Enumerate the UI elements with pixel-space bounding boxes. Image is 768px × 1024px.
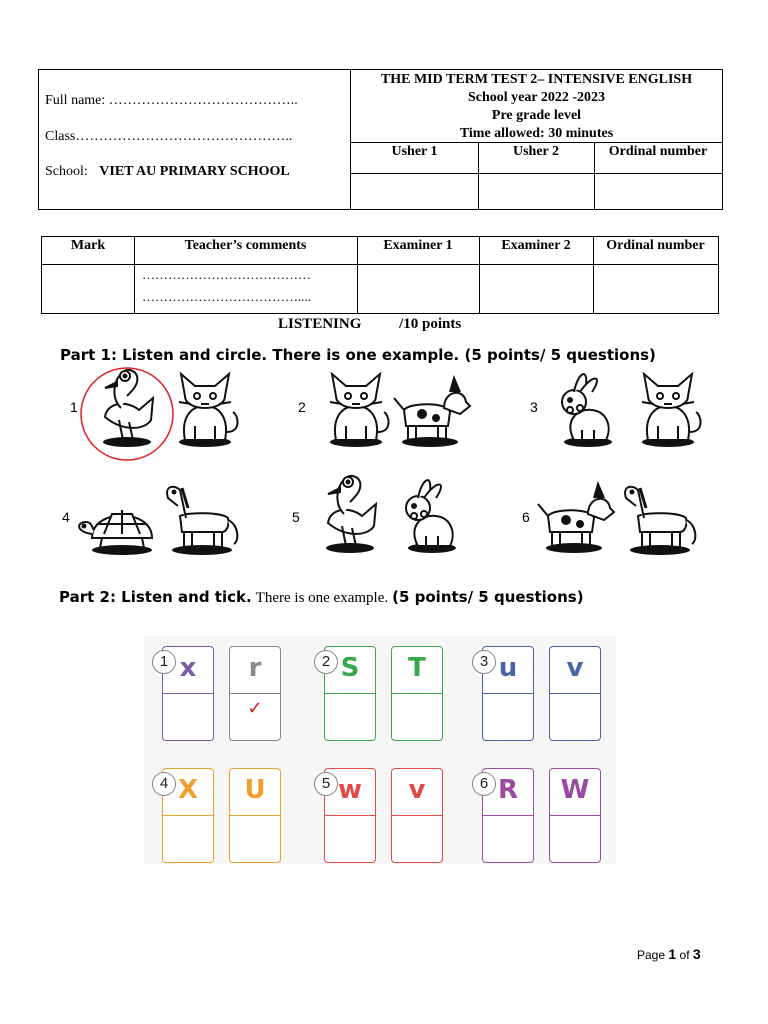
tick-box[interactable] xyxy=(550,816,600,862)
dog-icon xyxy=(538,484,614,553)
tick-box[interactable] xyxy=(325,816,375,862)
examiner1-header: Examiner 1 xyxy=(383,238,453,253)
letter: T xyxy=(408,653,426,683)
horse-icon xyxy=(167,487,237,555)
tick-box[interactable] xyxy=(163,694,213,740)
page-of: of xyxy=(679,948,690,962)
test-title-block xyxy=(351,70,722,143)
bird-icon xyxy=(103,370,153,447)
dog-icon xyxy=(394,378,470,447)
letter: w xyxy=(337,775,363,805)
tick-box[interactable] xyxy=(325,694,375,740)
letter: S xyxy=(340,653,360,683)
question-number: 3 xyxy=(472,650,496,674)
cat-icon xyxy=(330,374,389,447)
letter: x xyxy=(179,653,197,683)
listening-points: /10 points xyxy=(399,316,462,332)
comment-line: ……………………………….... xyxy=(142,289,311,304)
test-info xyxy=(351,70,722,209)
page-prefix: Page xyxy=(637,948,666,962)
tick-box[interactable] xyxy=(483,694,533,740)
page-footer xyxy=(637,946,701,962)
usher2-header: Usher 2 xyxy=(512,144,560,159)
examiner2-header: Examiner 2 xyxy=(501,238,571,253)
letter-card[interactable] xyxy=(549,646,601,741)
header-table xyxy=(38,69,723,210)
letter-cards-panel xyxy=(144,636,616,864)
page-current: 1 xyxy=(668,946,677,962)
tick-box[interactable] xyxy=(550,694,600,740)
turtle-icon xyxy=(79,510,152,555)
ordinal-header: Ordinal number xyxy=(608,144,708,159)
school-name: VIET AU PRIMARY SCHOOL xyxy=(99,164,290,179)
letter-card[interactable] xyxy=(549,768,601,863)
letter: U xyxy=(244,775,266,805)
listening-title xyxy=(278,316,461,333)
check-icon: ✓ xyxy=(247,698,263,718)
tick-box[interactable] xyxy=(230,694,280,740)
part2-title-points: (5 points/ 5 questions) xyxy=(392,588,584,606)
ordinal-header: Ordinal number xyxy=(606,238,705,253)
letter-card[interactable] xyxy=(229,768,281,863)
letter: v xyxy=(408,775,426,805)
letter: W xyxy=(560,775,590,805)
usher1-header: Usher 1 xyxy=(391,144,438,159)
tick-box[interactable] xyxy=(163,816,213,862)
rabbit-icon xyxy=(406,480,456,553)
grade-level: Pre grade level xyxy=(491,108,582,123)
question-number: 1 xyxy=(152,650,176,674)
item-number: 4 xyxy=(62,509,70,525)
comment-line: ………………………………… xyxy=(142,267,311,282)
item-number: 6 xyxy=(522,509,530,525)
part2-title-plain: There is one example. xyxy=(255,590,389,606)
item-number: 1 xyxy=(70,399,78,415)
school-label: School: xyxy=(45,164,88,179)
item-number: 3 xyxy=(530,399,538,415)
cat-icon xyxy=(642,374,701,447)
comments-header: Teacher’s comments xyxy=(184,238,307,253)
student-info xyxy=(39,70,351,209)
rabbit-icon xyxy=(562,374,612,447)
letter-card[interactable] xyxy=(391,646,443,741)
divider xyxy=(42,264,718,265)
letter-card[interactable] xyxy=(229,646,281,741)
tick-box[interactable] xyxy=(483,816,533,862)
question-number: 4 xyxy=(152,772,176,796)
full-name-label: Full name: ………………………………….. xyxy=(45,93,298,108)
test-title: THE MID TERM TEST 2– INTENSIVE ENGLISH xyxy=(380,72,693,87)
bird-icon xyxy=(326,476,376,553)
letter: u xyxy=(498,653,518,683)
mark-table xyxy=(41,236,719,314)
item-number: 2 xyxy=(298,399,306,415)
letter: v xyxy=(566,653,584,683)
tick-box[interactable] xyxy=(392,694,442,740)
letter: X xyxy=(177,775,199,805)
part2-title-bold: Part 2: Listen and tick. xyxy=(59,588,252,606)
mark-header: Mark xyxy=(70,238,106,253)
horse-icon xyxy=(625,487,695,555)
part2-title xyxy=(59,588,584,607)
letter: R xyxy=(497,775,519,805)
tick-box[interactable] xyxy=(392,816,442,862)
class-label: Class……………………………………….. xyxy=(45,129,293,144)
time-allowed: Time allowed: 30 minutes xyxy=(459,126,614,141)
question-number: 6 xyxy=(472,772,496,796)
divider xyxy=(351,173,722,174)
listening-label: LISTENING xyxy=(278,316,362,332)
cat-icon xyxy=(179,374,238,447)
page-total: 3 xyxy=(692,946,701,962)
letter-card[interactable] xyxy=(391,768,443,863)
question-number: 5 xyxy=(314,772,338,796)
divider xyxy=(351,142,722,143)
item-number: 5 xyxy=(292,509,300,525)
question-number: 2 xyxy=(314,650,338,674)
tick-box[interactable] xyxy=(230,816,280,862)
part1-title: Part 1: Listen and circle. There is one example. (5 points/ 5 questions) xyxy=(60,346,656,364)
letter: r xyxy=(248,653,262,683)
school-year: School year 2022 -2023 xyxy=(467,90,605,105)
school-row xyxy=(45,164,290,180)
part1-animals xyxy=(0,360,768,560)
